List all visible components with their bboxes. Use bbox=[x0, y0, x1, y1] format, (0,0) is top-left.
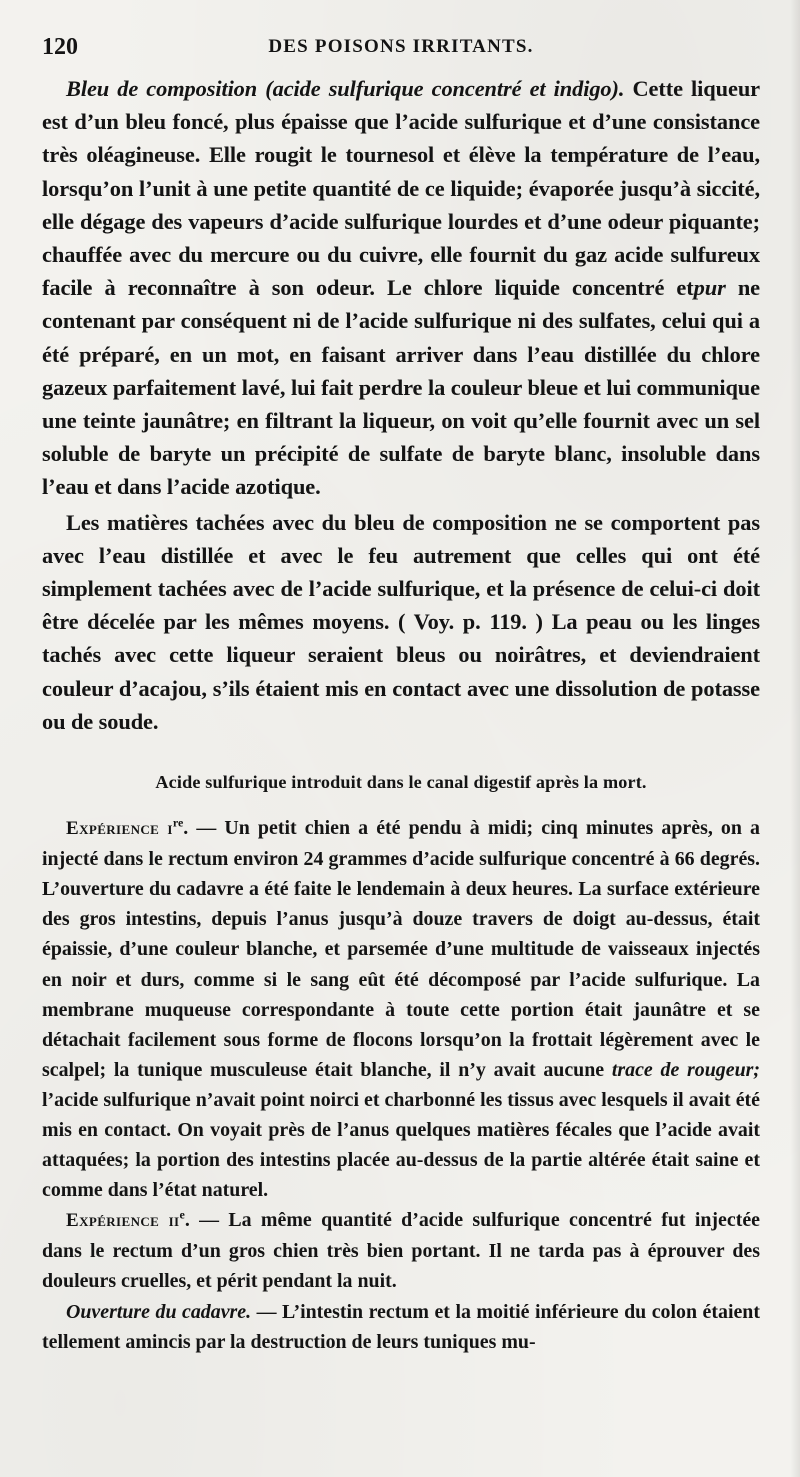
experience-1 bbox=[42, 813, 760, 1205]
italic-subheading: Ouverture du cadavre. bbox=[66, 1300, 252, 1323]
paragraph-text-end: ne contenant par conséquent ni de l’acide sulfurique ni des sulfates, celui qui a été préparé, en un mot, en faisant arriver dans l’eau distillée du chlore gazeux parfaitement lavé, lui fait perdre la couleur bleue et lui communique une teinte jaunâtre; en filtrant la liqueur, on voit qu’elle fournit avec un sel soluble de baryte un précipité de sulfate de baryte blanc, insoluble dans l’eau et dans l’acide azotique. bbox=[42, 275, 761, 500]
ordinal-superscript: re bbox=[172, 815, 184, 830]
paragraph-text: Cette liqueur est d’un bleu foncé, plus épaisse que l’acide sulfurique et d’une consistance très oléagineuse. Elle rougit le tournesol et élève la température de l’eau, lorsqu’on l’unit à une petite quantité de ce liquide; évaporée jusqu’à siccité, elle dégage des vapeurs d’acide sulfurique lourdes et d’une odeur piquante; chauffée avec du mercure ou du cuivre, elle fournit du gaz acide sulfureux facile à reconnaître à son odeur. Le chlore liquide concentré et bbox=[42, 76, 761, 301]
ordinal-superscript: e bbox=[179, 1207, 185, 1222]
experience-label: Expérience bbox=[66, 818, 160, 840]
paragraph-bleu-de-composition bbox=[42, 72, 760, 504]
autopsy-text: — L’intestin rectum et la moitié inférieure du colon étaient tellement amincis par la destruction de leurs tuniques mu- bbox=[42, 1300, 760, 1353]
experience-text: . — Un petit chien a été pendu à midi; cinq minutes après, on a injecté dans le rectum environ 24 grammes d’acide sulfurique concentré à 66 degrés. L’ouverture du cadavre a été faite le lendemain à deux heures. La surface extérieure des gros intestins, depuis l’anus jusqu’à douze travers de doigt au-dessus, était épaissie, d’une couleur blanche, et parsemée d’une multitude de vaisseaux injectés en noir et durs, comme si le sang eût été décomposé par l’acide sulfurique. La membrane muqueuse correspondante à toute cette portion était jaunâtre et se détachait facilement sous forme de flocons lorsqu’on la frottait légèrement avec le scalpel; la tunique musculeuse était blanche, il n’y avait aucune bbox=[42, 817, 760, 1081]
paragraph-matieres-tachees: Les matières tachées avec du bleu de composition ne se comportent pas avec l’eau distillée et avec le feu autrement que celles qui ont été simplement tachées avec de l’acide sulfurique, et la présence de celui-ci doit être décelée par les mêmes moyens. ( Voy. p. 119. ) La peau ou les linges tachés avec cette liqueur seraient bleus ou noirâtres, et deviendraient couleur d’acajou, s’ils étaient mis en contact avec une dissolution de potasse ou de soude. bbox=[42, 509, 760, 734]
experience-2 bbox=[42, 1205, 760, 1296]
experience-number: ii bbox=[168, 1210, 180, 1232]
experience-number: i bbox=[167, 818, 173, 840]
experience-label: Expérience bbox=[66, 1210, 160, 1232]
experience-text: . — La même quantité d’acide sulfurique concentré fut injectée dans le rectum d’un gros chien très bien portant. Il ne tarda pas à éprouver des douleurs cruelles, et périt pendant la nuit. bbox=[42, 1209, 760, 1293]
italic-phrase: trace de rougeur; bbox=[611, 1058, 760, 1081]
italic-term: Bleu de composition bbox=[66, 76, 258, 101]
page-content bbox=[42, 72, 760, 1357]
running-header bbox=[42, 34, 760, 68]
italic-word: pur bbox=[693, 275, 726, 301]
section-heading: Acide sulfurique introduit dans le canal digestif après la mort. bbox=[155, 772, 647, 793]
running-title: DES POISONS IRRITANTS. bbox=[268, 36, 534, 57]
autopsy-paragraph bbox=[42, 1297, 760, 1357]
experience-text-end: l’acide sulfurique n’avait point noirci et charbonné les tissus avec lesquels il avait été mis en contact. On voyait près de l’anus quelques matières fécales que l’acide avait attaquées; la portion des intestins placée au-dessus de la partie altérée était saine et comme dans l’état naturel. bbox=[42, 1088, 760, 1202]
italic-parenthetical: (acide sulfurique concentré et indigo). bbox=[265, 76, 625, 101]
page-number: 120 bbox=[42, 34, 78, 60]
